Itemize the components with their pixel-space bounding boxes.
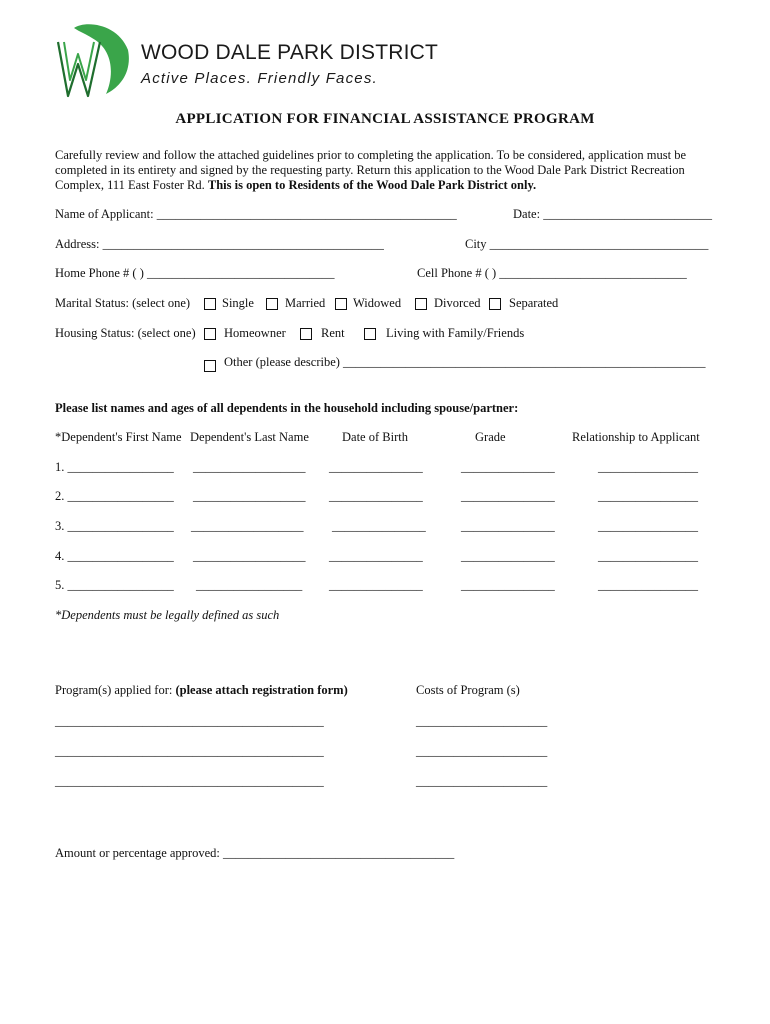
cost-line-2[interactable]: _____________________ [416, 744, 548, 758]
widowed-checkbox[interactable] [335, 298, 347, 310]
housing-status-label: Housing Status: (select one) [55, 326, 196, 340]
living-with-family-label: Living with Family/Friends [386, 326, 525, 340]
dep-row-2-dob[interactable]: _______________ [329, 489, 423, 503]
married-label: Married [285, 296, 326, 310]
applicant-name-field[interactable]: Name of Applicant: ________________________________________________ [55, 207, 457, 221]
wood-dale-logo-icon [52, 20, 132, 102]
homeowner-label: Homeowner [224, 326, 286, 340]
dep-row-2-relationship[interactable]: ________________ [598, 489, 698, 503]
program-line-3[interactable]: ___________________________________________ [55, 774, 324, 788]
programs-attach-note: (please attach registration form) [175, 683, 348, 697]
separated-checkbox[interactable] [489, 298, 501, 310]
dep-row-5-first[interactable]: 5. _________________ [55, 578, 174, 592]
col-relationship: Relationship to Applicant [572, 430, 700, 444]
single-label: Single [222, 296, 254, 310]
form-title: APPLICATION FOR FINANCIAL ASSISTANCE PROGRAM [175, 111, 595, 127]
dep-row-2-grade[interactable]: _______________ [461, 489, 555, 503]
programs-label-start: Program(s) applied for: [55, 683, 176, 697]
marital-status-label: Marital Status: (select one) [55, 296, 191, 310]
cost-line-3[interactable]: _____________________ [416, 774, 548, 788]
dep-row-1-last[interactable]: __________________ [193, 460, 306, 474]
address-field[interactable]: Address: _____________________________________________ [55, 237, 384, 251]
col-last-name: Dependent's Last Name [190, 430, 309, 444]
divorced-label: Divorced [434, 296, 481, 310]
dep-row-5-grade[interactable]: _______________ [461, 578, 555, 592]
col-first-name: *Dependent's First Name [55, 430, 182, 444]
amount-approved-field[interactable]: Amount or percentage approved: _____________________________________ [55, 846, 455, 860]
dep-row-1-grade[interactable]: _______________ [461, 460, 555, 474]
rent-checkbox[interactable] [300, 328, 312, 340]
intro-line-1: Carefully review and follow the attached guidelines prior to completing the application. To be considered, application must be [55, 148, 686, 162]
dep-row-5-relationship[interactable]: ________________ [598, 578, 698, 592]
separated-label: Separated [509, 296, 559, 310]
dep-row-4-last[interactable]: __________________ [193, 549, 306, 563]
col-grade: Grade [475, 430, 506, 444]
rent-label: Rent [321, 326, 345, 340]
cell-phone-field[interactable]: Cell Phone # ( ) ______________________________ [417, 266, 687, 280]
dep-row-4-relationship[interactable]: ________________ [598, 549, 698, 563]
programs-label [55, 683, 348, 698]
intro-line-2: completed in its entirety and signed by the requesting party. Return this application to the Wood Dale Park District Recreation [55, 163, 685, 177]
living-with-family-checkbox[interactable] [364, 328, 376, 340]
intro-line-3-start: Complex, 111 East Foster Rd. [55, 178, 208, 192]
cost-line-1[interactable]: _____________________ [416, 714, 548, 728]
dep-row-1-relationship[interactable]: ________________ [598, 460, 698, 474]
single-checkbox[interactable] [204, 298, 216, 310]
dep-row-3-first[interactable]: 3. _________________ [55, 519, 174, 533]
intro-residents-only: This is open to Residents of the Wood Dale Park District only. [207, 178, 537, 192]
dependents-note: *Dependents must be legally defined as such [55, 608, 280, 622]
costs-label: Costs of Program (s) [416, 683, 520, 697]
dep-row-3-relationship[interactable]: ________________ [598, 519, 698, 533]
dep-row-3-grade[interactable]: _______________ [461, 519, 555, 533]
org-tagline: Active Places. Friendly Faces. [141, 70, 378, 87]
date-field[interactable]: Date: ___________________________ [513, 207, 712, 221]
dep-row-1-first[interactable]: 1. _________________ [55, 460, 174, 474]
dep-row-5-last[interactable]: _________________ [196, 578, 303, 592]
dep-row-5-dob[interactable]: _______________ [329, 578, 423, 592]
program-line-1[interactable]: ___________________________________________ [55, 714, 324, 728]
other-checkbox[interactable] [204, 360, 216, 372]
dep-row-4-grade[interactable]: _______________ [461, 549, 555, 563]
dep-row-2-last[interactable]: __________________ [193, 489, 306, 503]
dep-row-3-last[interactable]: __________________ [191, 519, 304, 533]
dependents-heading: Please list names and ages of all dependents in the household including spouse/partner: [55, 401, 519, 415]
home-phone-field[interactable]: Home Phone # ( ) ______________________________ [55, 266, 335, 280]
dep-row-3-dob[interactable]: _______________ [332, 519, 426, 533]
other-describe-field[interactable]: Other (please describe) __________________________________________________________ [224, 355, 706, 369]
married-checkbox[interactable] [266, 298, 278, 310]
divorced-checkbox[interactable] [415, 298, 427, 310]
col-date-of-birth: Date of Birth [342, 430, 408, 444]
city-field[interactable]: City ___________________________________ [465, 237, 709, 251]
program-line-2[interactable]: ___________________________________________ [55, 744, 324, 758]
dep-row-2-first[interactable]: 2. _________________ [55, 489, 174, 503]
dep-row-4-dob[interactable]: _______________ [329, 549, 423, 563]
homeowner-checkbox[interactable] [204, 328, 216, 340]
dep-row-4-first[interactable]: 4. _________________ [55, 549, 174, 563]
intro-line-3 [55, 178, 536, 193]
org-name: WOOD DALE PARK DISTRICT [141, 41, 439, 64]
widowed-label: Widowed [353, 296, 402, 310]
dep-row-1-dob[interactable]: _______________ [329, 460, 423, 474]
logo [52, 20, 132, 102]
